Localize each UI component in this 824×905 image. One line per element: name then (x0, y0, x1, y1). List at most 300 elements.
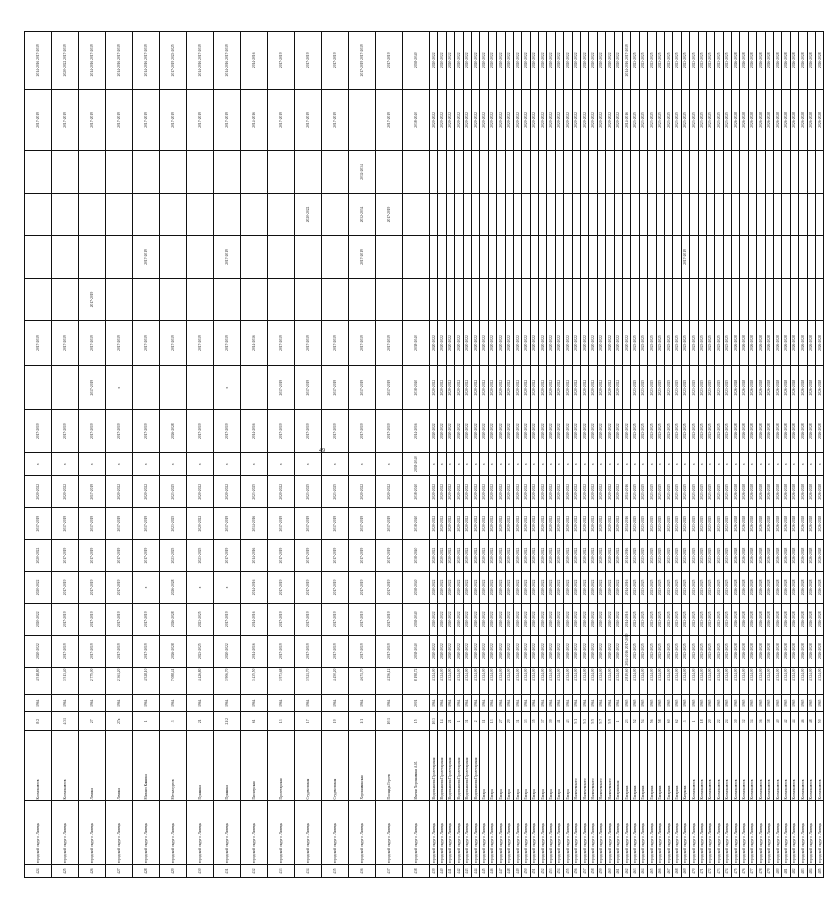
cell-p1: 2017-2019 (322, 635, 349, 667)
cell-address: городской округ г. Липецк (79, 801, 106, 865)
cell-street: Пушкина (187, 731, 214, 801)
cell-year: 1964 (349, 695, 376, 712)
cell-year: 1964 (455, 695, 463, 712)
cell-area: 4 426,80 (187, 667, 214, 695)
table-row (589, 32, 597, 878)
cell-year: 1965 (706, 695, 714, 712)
cell-house: 13 (268, 712, 295, 731)
cell-num: 465 (648, 865, 656, 878)
cell-p2: 2020-2022 (597, 603, 605, 635)
table-row (322, 32, 349, 878)
cell-p1: 2026-2028 (748, 635, 756, 667)
cell-year: 1965 (622, 695, 630, 712)
cell-area: 4 324,00 (564, 667, 572, 695)
cell-p9: 2020-2022 (530, 365, 538, 410)
cell-street: Пионерская (241, 731, 268, 801)
cell-p2: 2023-2025 (681, 603, 689, 635)
cell-address: городской округ г. Липецк (471, 801, 479, 865)
cell-p12: 2017-2019 (349, 236, 376, 279)
cell-house: 32 (740, 712, 748, 731)
cell-p6: 2020-2022 (530, 476, 538, 508)
cell-p1: 2017-2019 (268, 635, 295, 667)
cell-p5: 2023-2025 (631, 508, 639, 540)
cell-year: 1964 (106, 695, 133, 712)
cell-p15: 2020-2022 (430, 89, 438, 151)
cell-p3: 2017-2019 (52, 571, 79, 603)
cell-p6: 2014-2016 (622, 476, 630, 508)
cell-house: 1 (614, 712, 622, 731)
cell-p10: 2017-2019 (79, 321, 106, 366)
cell-num: 433 (268, 865, 295, 878)
cell-year: 1964 (572, 695, 580, 712)
cell-p1: 2017-2019 (349, 635, 376, 667)
cell-address: городской округ г. Липецк (715, 801, 723, 865)
cell-p9: 2020-2022 (480, 365, 488, 410)
cell-p2: 2023-2025 (664, 603, 672, 635)
cell-p8: 2026-2028 (774, 410, 782, 453)
cell-p16: 2020-2022 (438, 32, 446, 90)
cell-year: 1965 (639, 695, 647, 712)
cell-area: 4 324,00 (774, 667, 782, 695)
cell-p15: 2020-2022 (555, 89, 563, 151)
cell-house: 22 (715, 712, 723, 731)
cell-year: 1964 (241, 695, 268, 712)
cell-p14 (376, 151, 403, 194)
cell-p10: 2023-2025 (690, 321, 698, 366)
cell-p9: 2017-2019 (79, 365, 106, 410)
cell-p12 (322, 236, 349, 279)
cell-p13 (403, 193, 430, 236)
cell-house: 10/3 (430, 712, 438, 731)
cell-p14 (160, 151, 187, 194)
cell-p2: 2026-2028 (799, 603, 807, 635)
cell-p7: х (438, 452, 446, 475)
cell-p13: 2020-2022 (295, 193, 322, 236)
cell-house: 46 (799, 712, 807, 731)
cell-p4: 2023-2025 (690, 540, 698, 572)
cell-num: 459 (597, 865, 605, 878)
cell-p12 (376, 236, 403, 279)
cell-p14 (488, 151, 496, 194)
cell-p11 (723, 278, 731, 321)
cell-address: городской округ г. Липецк (757, 801, 765, 865)
cell-p6: 2023-2025 (160, 476, 187, 508)
cell-p1: 2023-2025 (690, 635, 698, 667)
cell-year: 1965 (631, 695, 639, 712)
cell-p14 (673, 151, 681, 194)
cell-p13 (732, 193, 740, 236)
cell-year: 1965 (748, 695, 756, 712)
cell-p1: 2020-2022 (446, 635, 454, 667)
cell-p10: 2023-2025 (664, 321, 672, 366)
cell-num: 448 (505, 865, 513, 878)
cell-num: 434 (295, 865, 322, 878)
cell-p4: 2026-2028 (748, 540, 756, 572)
cell-p11 (160, 278, 187, 321)
cell-house: 5/5 (589, 712, 597, 731)
cell-p5: 2017-2019 (25, 508, 52, 540)
cell-p10: 2038-2040 (403, 321, 430, 366)
cell-p15: 2020-2022 (488, 89, 496, 151)
table-row (723, 32, 731, 878)
cell-p6: 2026-2028 (774, 476, 782, 508)
cell-p7: х (497, 452, 505, 475)
cell-area: 4 324,00 (581, 667, 589, 695)
cell-p8: 2023-2025 (681, 410, 689, 453)
cell-address: городской округ г. Липецк (581, 801, 589, 865)
cell-p14 (690, 151, 698, 194)
cell-p13 (572, 193, 580, 236)
cell-p16: 2023-2025 (656, 32, 664, 90)
cell-p4: 2020-2022 (471, 540, 479, 572)
cell-area: 4 324,00 (572, 667, 580, 695)
cell-p16: 2014-2016 2017-2019 (622, 32, 630, 90)
cell-p5: 2020-2022 (614, 508, 622, 540)
cell-p7: х (471, 452, 479, 475)
cell-p10: 2020-2022 (522, 321, 530, 366)
cell-p8: 2023-2025 (698, 410, 706, 453)
cell-p11 (505, 278, 513, 321)
cell-p15: 2020-2022 (597, 89, 605, 151)
cell-p3: 2020-2022 (614, 571, 622, 603)
cell-p16: 2026-2028 (765, 32, 773, 90)
cell-address: городской округ г. Липецк (376, 801, 403, 865)
cell-p13 (530, 193, 538, 236)
cell-p8: 2020-2022 (597, 410, 605, 453)
cell-p2: 2023-2025 (648, 603, 656, 635)
cell-num: 439 (430, 865, 438, 878)
cell-p16: 2023-2025 (723, 32, 731, 90)
cell-p5: 2020-2022 (513, 508, 521, 540)
cell-p7: х (673, 452, 681, 475)
cell-house: 5/1 (572, 712, 580, 731)
cell-p4: 2026-2028 (790, 540, 798, 572)
cell-p7: х (564, 452, 572, 475)
table-row (740, 32, 748, 878)
cell-address: городской округ г. Липецк (463, 801, 471, 865)
cell-p14 (446, 151, 454, 194)
cell-p12 (572, 236, 580, 279)
cell-p9: 2020-2022 (497, 365, 505, 410)
cell-p13 (488, 193, 496, 236)
cell-p1: 2020-2022 (480, 635, 488, 667)
cell-p11 (815, 278, 823, 321)
cell-house: 2 (471, 712, 479, 731)
cell-year: 1964 (539, 695, 547, 712)
cell-p10: 2020-2022 (564, 321, 572, 366)
cell-p16: 2026-2028 (740, 32, 748, 90)
cell-p16: 2014-2016 2017-2019 (133, 32, 160, 90)
cell-street: Наличевского (572, 731, 580, 801)
cell-p13 (160, 193, 187, 236)
cell-p8: 2020-2022 (488, 410, 496, 453)
cell-p15: 2017-2019 (106, 89, 133, 151)
table-row (748, 32, 756, 878)
cell-p13 (589, 193, 597, 236)
cell-p6: 2026-2028 (799, 476, 807, 508)
cell-p7: х (79, 452, 106, 475)
cell-p11 (295, 278, 322, 321)
cell-p8: 2026-2028 (790, 410, 798, 453)
cell-p11 (438, 278, 446, 321)
cell-p7: х (214, 452, 241, 475)
cell-p3: 2020-2022 (455, 571, 463, 603)
cell-area: 4 324,00 (522, 667, 530, 695)
cell-p13 (807, 193, 815, 236)
cell-p9 (52, 365, 79, 410)
cell-area: 4 324,00 (631, 667, 639, 695)
cell-p8: 2020-2022 (530, 410, 538, 453)
cell-p9: 2020-2022 (522, 365, 530, 410)
cell-p2: 2020-2022 (505, 603, 513, 635)
cell-p15: 2026-2028 (774, 89, 782, 151)
cell-p6: 2023-2025 (295, 476, 322, 508)
cell-p5: 2026-2028 (799, 508, 807, 540)
cell-p15: 2020-2022 (497, 89, 505, 151)
cell-year: 1964 (555, 695, 563, 712)
cell-p13 (513, 193, 521, 236)
cell-p7: х (723, 452, 731, 475)
cell-p4: 2026-2028 (807, 540, 815, 572)
cell-p10: 2026-2028 (815, 321, 823, 366)
cell-p4: 2020-2022 (606, 540, 614, 572)
cell-p15: 2014-2016 (622, 89, 630, 151)
cell-p6: 2026-2028 (765, 476, 773, 508)
cell-p6: 2023-2025 (673, 476, 681, 508)
cell-p9: 2038-2040 (403, 365, 430, 410)
cell-p16: 2026-2028 (782, 32, 790, 90)
cell-p13 (765, 193, 773, 236)
cell-p15: 2023-2025 (706, 89, 714, 151)
cell-street: Гагара (539, 731, 547, 801)
cell-house: 27 (79, 712, 106, 731)
cell-p8: 2020-2022 (505, 410, 513, 453)
cell-p5: 2020-2022 (497, 508, 505, 540)
cell-house: 15 (403, 712, 430, 731)
cell-p5: 2017-2019 (214, 508, 241, 540)
table-row (807, 32, 815, 878)
cell-p9 (241, 365, 268, 410)
cell-num: 477 (748, 865, 756, 878)
cell-p9: 2020-2022 (589, 365, 597, 410)
cell-p14 (268, 151, 295, 194)
cell-p13 (748, 193, 756, 236)
table-row (471, 32, 479, 878)
cell-p1: 2020-2022 (539, 635, 547, 667)
cell-p12 (488, 236, 496, 279)
cell-p16: 2023-2025 (639, 32, 647, 90)
cell-address: городской округ г. Липецк (438, 801, 446, 865)
cell-p5: 2023-2025 (681, 508, 689, 540)
table-row (782, 32, 790, 878)
cell-p7: х (606, 452, 614, 475)
cell-p7: х (597, 452, 605, 475)
cell-p11 (706, 278, 714, 321)
cell-p2: 2017-2019 (268, 603, 295, 635)
cell-area: 4 324,00 (648, 667, 656, 695)
cell-area: 4 324,00 (513, 667, 521, 695)
cell-area: 2 361,20 (106, 667, 133, 695)
cell-p14 (214, 151, 241, 194)
cell-address: городской округ г. Липецк (488, 801, 496, 865)
cell-p15: 2023-2025 (656, 89, 664, 151)
cell-p12 (438, 236, 446, 279)
cell-p1: 2023-2025 (656, 635, 664, 667)
cell-p3: 2014-2016 (622, 571, 630, 603)
cell-area: 4 324,00 (664, 667, 672, 695)
cell-p11 (698, 278, 706, 321)
cell-p5: 2017-2019 (322, 508, 349, 540)
cell-street: Михаил Кашина (133, 731, 160, 801)
cell-p2: 2023-2025 (631, 603, 639, 635)
cell-p2: 2026-2028 (160, 603, 187, 635)
cell-p7: х (530, 452, 538, 475)
cell-p10: 2023-2025 (673, 321, 681, 366)
cell-p9: 2017-2019 (376, 365, 403, 410)
cell-address: городской округ г. Липецк (572, 801, 580, 865)
cell-p9: 2020-2022 (614, 365, 622, 410)
cell-house: 3 (160, 712, 187, 731)
cell-p14 (774, 151, 782, 194)
cell-p13 (757, 193, 765, 236)
cell-p14 (648, 151, 656, 194)
cell-p14 (606, 151, 614, 194)
cell-p1: 2023-2025 (631, 635, 639, 667)
cell-p12 (690, 236, 698, 279)
cell-p11 (606, 278, 614, 321)
cell-p4: 2020-2022 (438, 540, 446, 572)
cell-p12 (723, 236, 731, 279)
cell-p5: 2023-2025 (664, 508, 672, 540)
cell-num: 440 (438, 865, 446, 878)
cell-p8: 2026-2028 (740, 410, 748, 453)
cell-p11 (455, 278, 463, 321)
cell-street: Космонавтов (25, 731, 52, 801)
cell-p3: 2026-2028 (765, 571, 773, 603)
cell-p7: х (463, 452, 471, 475)
cell-p3: 2026-2028 (782, 571, 790, 603)
cell-p4: 2017-2019 (322, 540, 349, 572)
cell-street: Космонавтов (690, 731, 698, 801)
cell-p3: 2020-2022 (581, 571, 589, 603)
cell-p10: 2026-2028 (807, 321, 815, 366)
cell-p1: 2023-2025 (648, 635, 656, 667)
cell-street: Пушкина (214, 731, 241, 801)
cell-area: 4 324,00 (790, 667, 798, 695)
cell-p12 (757, 236, 765, 279)
cell-p2: 2020-2022 (430, 603, 438, 635)
cell-street: Гагара (564, 731, 572, 801)
cell-p14 (463, 151, 471, 194)
cell-p8: 2026-2028 (748, 410, 756, 453)
cell-p4: 2023-2025 (698, 540, 706, 572)
cell-p2: 2020-2022 (589, 603, 597, 635)
cell-p11 (471, 278, 479, 321)
cell-p13 (438, 193, 446, 236)
cell-p9: 2023-2025 (664, 365, 672, 410)
cell-p15 (349, 89, 376, 151)
table-row (52, 32, 79, 878)
cell-p10: 2023-2025 (631, 321, 639, 366)
cell-p13 (774, 193, 782, 236)
cell-p5: 2020-2022 (438, 508, 446, 540)
cell-year: 1964 (322, 695, 349, 712)
table-row (673, 32, 681, 878)
cell-p1: 2026-2028 (807, 635, 815, 667)
cell-area: 4 671,70 (349, 667, 376, 695)
cell-year: 1964 (564, 695, 572, 712)
cell-p16: 2023-2025 (706, 32, 714, 90)
cell-p9: 2026-2028 (732, 365, 740, 410)
cell-p3: 2026-2028 (807, 571, 815, 603)
table-row (463, 32, 471, 878)
cell-p16: 2020-2022 (505, 32, 513, 90)
cell-p14 (530, 151, 538, 194)
cell-p13 (706, 193, 714, 236)
cell-year: 1964 (79, 695, 106, 712)
cell-p14 (732, 151, 740, 194)
cell-p5: 2026-2028 (748, 508, 756, 540)
cell-p11 (497, 278, 505, 321)
cell-p6: 2020-2022 (547, 476, 555, 508)
cell-street: Космонавтов (52, 731, 79, 801)
cell-p4: 2023-2025 (648, 540, 656, 572)
cell-p8: 2020-2022 (446, 410, 454, 453)
cell-p13 (505, 193, 513, 236)
cell-p16: 2026-2028 (815, 32, 823, 90)
cell-num: 454 (555, 865, 563, 878)
cell-year: 1965 (664, 695, 672, 712)
cell-p7: х (706, 452, 714, 475)
cell-address: городской округ г. Липецк (706, 801, 714, 865)
cell-p1: 2020-2022 (530, 635, 538, 667)
cell-p11 (757, 278, 765, 321)
cell-street: Космонавтов (706, 731, 714, 801)
cell-p10: 2017-2019 (52, 321, 79, 366)
cell-p11 (597, 278, 605, 321)
cell-address: городской округ г. Липецк (555, 801, 563, 865)
cell-p6: 2020-2022 (446, 476, 454, 508)
cell-num: 463 (631, 865, 639, 878)
cell-house: 52 (631, 712, 639, 731)
cell-year: 1964 (505, 695, 513, 712)
cell-p4: 2023-2025 (639, 540, 647, 572)
cell-p3: 2026-2028 (815, 571, 823, 603)
cell-street: Студеновская (322, 731, 349, 801)
cell-p9: 2020-2022 (555, 365, 563, 410)
cell-p3: 2017-2019 (106, 571, 133, 603)
cell-p1: 2023-2025 (698, 635, 706, 667)
cell-p4: 2038-2040 (403, 540, 430, 572)
cell-num: 485 (815, 865, 823, 878)
cell-year: 1965 (715, 695, 723, 712)
cell-p13 (214, 193, 241, 236)
cell-address: городской округ г. Липецк (241, 801, 268, 865)
cell-p5: 2020-2022 (539, 508, 547, 540)
cell-p9: 2026-2028 (765, 365, 773, 410)
cell-p16: 2038-2040 (403, 32, 430, 90)
cell-p5: 2026-2028 (815, 508, 823, 540)
cell-p12 (480, 236, 488, 279)
cell-p5: 2017-2019 (349, 508, 376, 540)
cell-area: 4 518,80 (25, 667, 52, 695)
cell-p16: 2020-2022 (564, 32, 572, 90)
cell-p1: 2014-2016 (241, 635, 268, 667)
cell-p3: 2020-2022 (589, 571, 597, 603)
cell-p12: 2017-2019 (133, 236, 160, 279)
cell-p11 (25, 278, 52, 321)
cell-p6: 2023-2025 (648, 476, 656, 508)
